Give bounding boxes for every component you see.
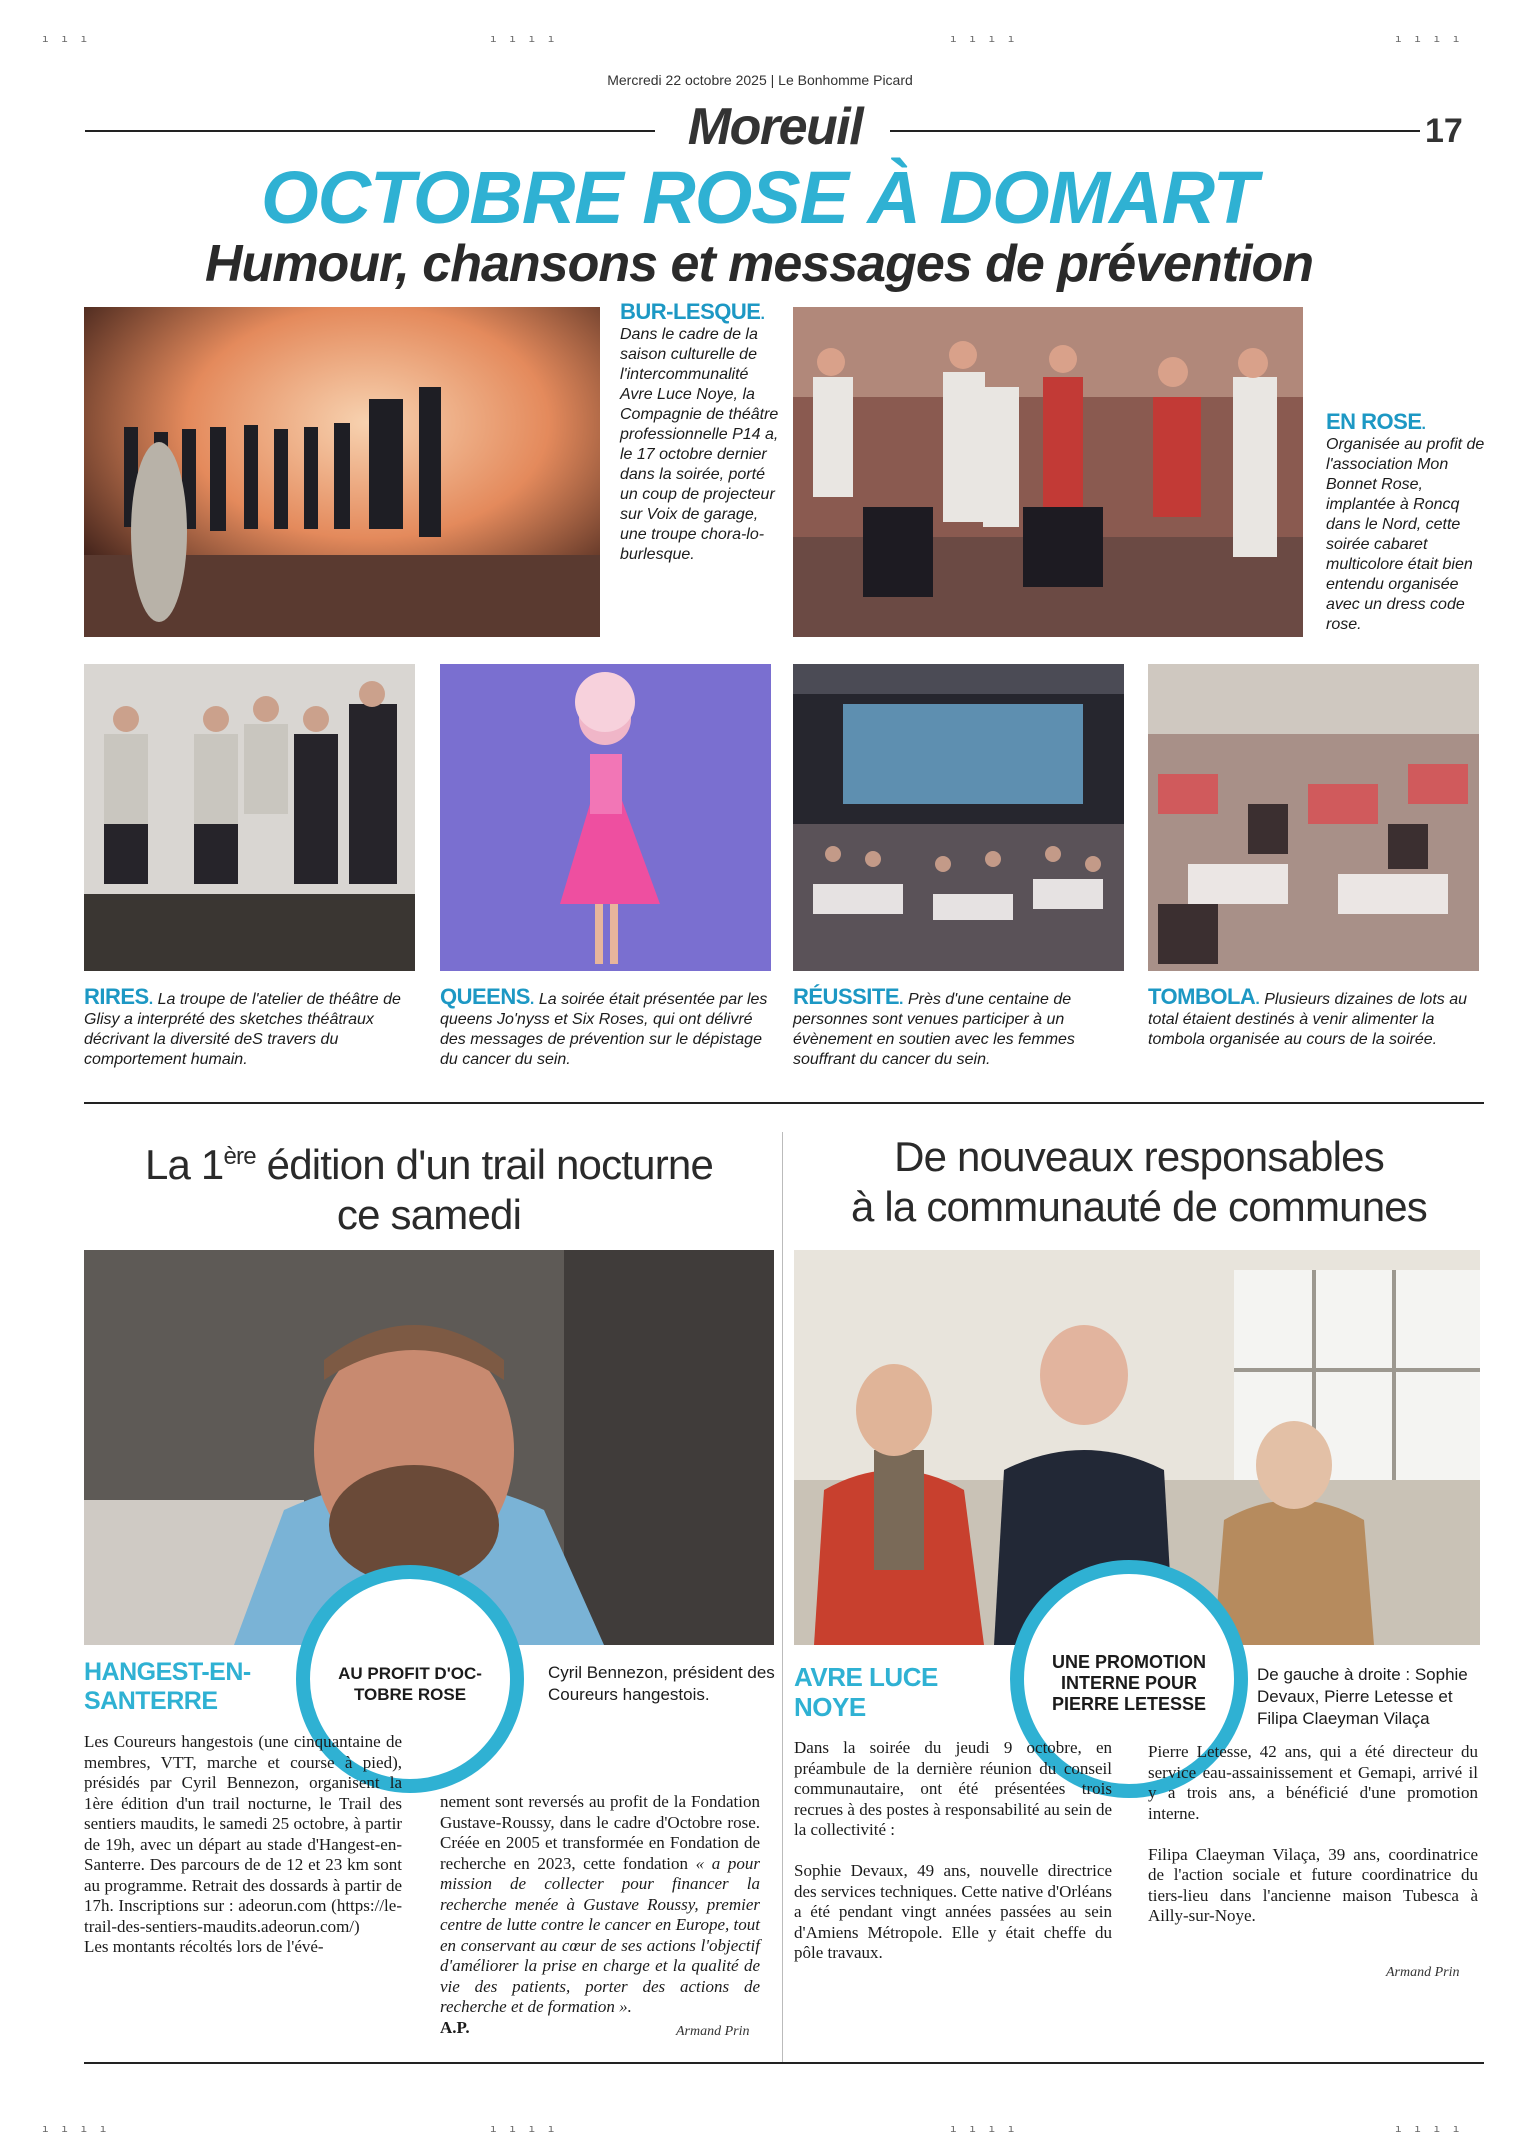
section-divider xyxy=(84,1102,1484,1104)
cc-column-2 xyxy=(1148,1742,1478,1927)
column-divider xyxy=(782,1132,783,2062)
registration-mark: ı ı ı ı xyxy=(1395,2122,1463,2135)
photo-tombola-audience xyxy=(1148,664,1479,971)
caption-rires: RIRES. La troupe de l'atelier de théâtre de Glisy a interprété des sketches théâtraux décrivant la diversité deS travers du comportement humain. xyxy=(84,984,401,1068)
caption-keyword: RIRES xyxy=(84,984,149,1009)
caption-text: Plusieurs dizaines de lots au total étaient destinés à venir alimenter la tombola organisée au cours de la soirée. xyxy=(1148,991,1467,1048)
caption-text: Près d'une centaine de personnes sont venues participer à un évènement en soutien avec les femmes souffrant du cancer du sein. xyxy=(793,991,1075,1068)
trail-column-1 xyxy=(84,1732,402,1958)
trail-title-part: La 1 xyxy=(144,1141,224,1188)
section-title: Moreuil xyxy=(687,98,863,156)
trail-paragraph: Les Coureurs hangestois (une cinquantaine de membres, VTT, marche et course à pied), présidés par Cyril Bennezon, organisent la 1ère édition d'un trail nocturne, le Trail des sentiers maudits, le samedi 25 octobre, à partir de 19h, avec un départ au stade d'Hangest-en-Santerre. Des parcours de de 12 et 23 km sont au programme. Retrait des dossards à partir de 17h. Inscriptions sur : adeorun.com (https://le-trail-des-sentiers-maudits.adeorun.com/) xyxy=(84,1732,402,1936)
cc-paragraph: Dans la soirée du jeudi 9 octobre, en préambule de la dernière réunion du conseil communautaire, ont été présentées trois recrues à des postes à responsabilité au sein de la collectivité : xyxy=(794,1738,1112,1839)
badge-promotion: UNE PROMOTION INTERNE POUR PIERRE LETESSE xyxy=(1051,1652,1207,1714)
caption-text: Dans le cadre de la saison culturelle de l'intercommunalité Avre Luce Noye, la Compagnie de théâtre professionnelle P14 a, le 17 octobre dernier dans la soirée, porté un coup de projecteur sur Voix de garage, une troupe chora-lo-burlesque. xyxy=(620,326,779,563)
trail-byline: Armand Prin xyxy=(676,2024,750,2039)
photo-cabaret-group xyxy=(793,307,1303,637)
trail-paragraph: nement sont reversés au profit de la Fondation Gustave-Roussy, dans le cadre d'Octobre rose. Créée en 2005 et transformée en Fondation de recherche en 2023, cette fondation xyxy=(440,1792,760,1873)
cc-photo-caption: De gauche à droite : Sophie Devaux, Pierre Letesse et Filipa Claeyman Vilaça xyxy=(1257,1665,1468,1728)
caption-burlesque: BUR-LESQUE. Dans le cadre de la saison culturelle de l'intercommunalité Avre Luce Noye, la Compagnie de théâtre professionnelle P14 a, le 17 octobre dernier dans la soirée, porté un coup de projecteur sur Voix de garage, une troupe chora-lo-burlesque. xyxy=(620,299,779,563)
cc-paragraph: Sophie Devaux, 49 ans, nouvelle directrice des services techniques. Cette native d'Orléans a été pendant vingt années passées au sein d'Amiens Métropole. Elle y était cheffe du pôle travaux. xyxy=(794,1861,1112,1962)
caption-keyword: BUR-LESQUE xyxy=(620,299,761,324)
footer-rule xyxy=(84,2062,1484,2064)
caption-en-rose: EN ROSE. Organisée au profit de l'association Mon Bonnet Rose, implantée à Roncq dans le Nord, cette soirée cabaret multicolore était bien entendu organisée avec un dress code rose. xyxy=(1326,409,1485,633)
caption-keyword: RÉUSSITE xyxy=(793,984,900,1009)
caption-text: Organisée au profit de l'association Mon Bonnet Rose, implantée à Roncq dans le Nord, cette soirée cabaret multicolore était bien entendu organisée avec un dress code rose. xyxy=(1326,436,1485,633)
caption-text: La troupe de l'atelier de théâtre de Glisy a interprété des sketches théâtraux décrivant la diversité deS travers du comportement humain. xyxy=(84,991,401,1068)
main-title: OCTOBRE ROSE À DOMART xyxy=(261,156,1257,239)
trail-title-part: édition d'un trail nocturne xyxy=(255,1141,714,1188)
cc-byline: Armand Prin xyxy=(1386,1965,1460,1980)
trail-column-2 xyxy=(440,1792,760,2038)
page-number: 17 xyxy=(1425,112,1463,150)
main-subtitle: Humour, chansons et messages de prévention xyxy=(204,235,1314,293)
trail-initials: A.P. xyxy=(440,2017,470,2037)
photo-burlesque-stage xyxy=(84,307,600,637)
photo-rires-troupe xyxy=(84,664,415,971)
trail-title-line2: ce samedi xyxy=(336,1191,522,1238)
header-date-paper: Mercredi 22 octobre 2025 | Le Bonhomme Picard xyxy=(607,72,913,88)
cc-location: AVRE LUCE NOYE xyxy=(794,1662,938,1722)
header-rule-right xyxy=(890,130,1420,132)
registration-mark: ı ı ı ı xyxy=(490,32,558,45)
registration-mark: ı ı ı ı xyxy=(42,2122,110,2135)
registration-mark: ı ı ı xyxy=(42,32,91,45)
caption-tombola: TOMBOLA. Plusieurs dizaines de lots au total étaient destinés à venir alimenter la tombola organisée au cours de la soirée. xyxy=(1148,984,1467,1048)
cc-paragraph: Pierre Letesse, 42 ans, qui a été directeur du service eau-assainissement et Gemapi, arrivé il y a trois ans, a bénéficié d'une promotion interne. xyxy=(1148,1742,1478,1823)
trail-photo-caption: Cyril Bennezon, président des Coureurs hangestois. xyxy=(548,1663,775,1704)
caption-queens: QUEENS. La soirée était présentée par les queens Jo'nyss et Six Roses, qui ont délivré des messages de prévention sur le dépistage du cancer du sein. xyxy=(440,984,768,1068)
registration-mark: ı ı ı ı xyxy=(950,32,1018,45)
cc-title xyxy=(794,1132,1484,1232)
cc-title-line1: De nouveaux responsables xyxy=(894,1133,1384,1180)
trail-paragraph-end: Les montants récoltés lors de l'évé- xyxy=(84,1937,324,1956)
registration-mark: ı ı ı ı xyxy=(950,2122,1018,2135)
caption-keyword: QUEENS xyxy=(440,984,530,1009)
caption-keyword: EN ROSE xyxy=(1326,409,1422,434)
cc-column-1 xyxy=(794,1738,1112,1964)
header-rule-left xyxy=(85,130,655,132)
badge-octobre-rose: AU PROFIT D'OC-TOBRE ROSE xyxy=(338,1664,482,1704)
photo-reussite-audience xyxy=(793,664,1124,971)
trail-title xyxy=(84,1132,774,1240)
registration-mark: ı ı ı ı xyxy=(490,2122,558,2135)
photo-queens xyxy=(440,664,771,971)
caption-text: La soirée était présentée par les queens Jo'nyss et Six Roses, qui ont délivré des messages de prévention sur le dépistage du cancer du sein. xyxy=(440,991,768,1068)
trail-title-sup: ère xyxy=(223,1143,256,1170)
registration-mark: ı ı ı ı xyxy=(1395,32,1463,45)
caption-keyword: TOMBOLA xyxy=(1148,984,1256,1009)
cc-title-line2: à la communauté de communes xyxy=(850,1183,1428,1230)
caption-reussite: RÉUSSITE. Près d'une centaine de personnes sont venues participer à un évènement en soutien avec les femmes souffrant du cancer du sein. xyxy=(793,984,1075,1068)
trail-location: HANGEST-EN-SANTERRE xyxy=(84,1658,251,1715)
cc-paragraph: Filipa Claeyman Vilaça, 39 ans, coordinatrice de l'action sociale et future coordinatrice du tiers-lieu dans l'ancienne maison Tubesca à Ailly-sur-Noye. xyxy=(1148,1844,1478,1925)
trail-quote: « a pour mission de collecter pour financer la recherche menée à Gustave Roussy, premier centre de lutte contre le cancer en Europe, tout en conservant au cœur de ses actions l'objectif d'améliorer la prise en charge et la qualité de vie des patients, porter des actions de recherche et de formation ». xyxy=(440,1853,760,2016)
